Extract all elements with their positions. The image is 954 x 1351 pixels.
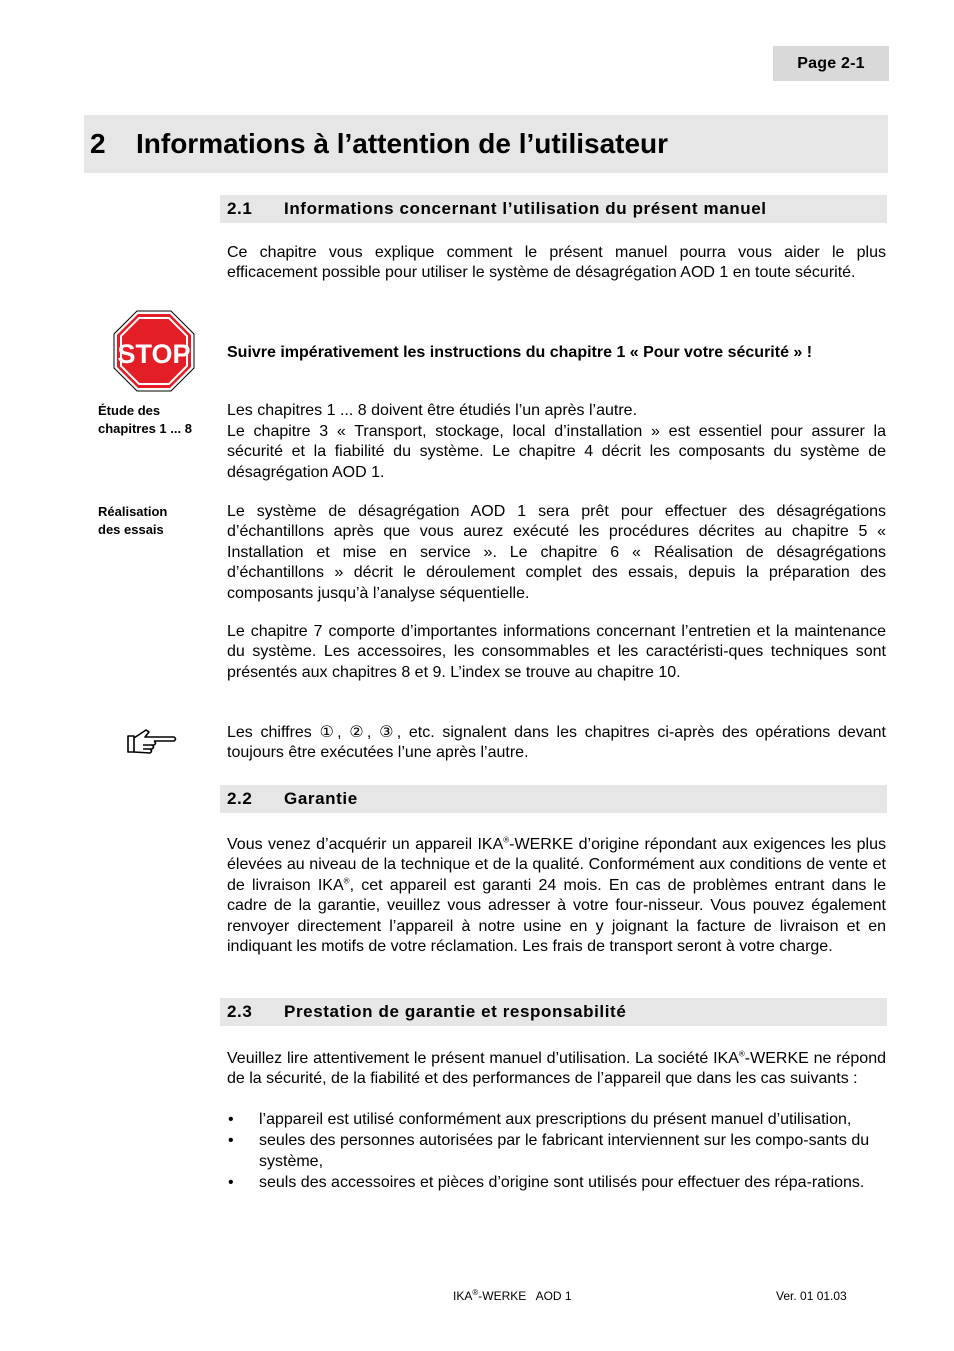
realisation-paragraph: Le système de désagrégation AOD 1 sera prêt pour effectuer des désagrégations d’échantillons après que vous aurez exécuté les procédures décrites au chapitre 5 « Installation et mise en service ». Le chapitre 6 « Réalisation de désagrégations d’échantillons » décrit le déroulement complet des essais, depuis la préparation des composants jusqu’à l’analyse séquentielle.	[227, 503, 886, 602]
footer-version: Ver. 01 01.03	[776, 1289, 847, 1303]
safety-warning: Suivre impérativement les instructions du chapitre 1 « Pour votre sécurité » !	[227, 344, 813, 361]
chapter7-paragraph: Le chapitre 7 comporte d’importantes informations concernant l’entretien et la maintenance du système. Les accessoires, les consommables et les caractéristi-ques techniques sont présentés aux chapitres 8 et 9. L’index se trouve au chapitre 10.	[227, 623, 886, 681]
section-title: Informations concernant l’utilisation du présent manuel	[284, 199, 767, 218]
chapter-heading	[84, 115, 888, 173]
chapter-title: Informations à l’attention de l’utilisateur	[136, 128, 669, 159]
responsabilite-paragraph: Veuillez lire attentivement le présent manuel d’utilisation. La société IKA®-WERKE ne répond de la sécurité, de la fiabilité et des performances de l’appareil que dans les cas suivants :	[227, 1049, 886, 1088]
footer-brand: IKA®-WERKE AOD 1	[453, 1288, 572, 1303]
section-heading-2-1	[220, 195, 887, 223]
etude-paragraph-2: Le chapitre 3 « Transport, stockage, local d’installation » est essentiel pour assurer la sécurité et la fiabilité du système. Le chapitre 4 décrit les composants du système de désagrégation AOD 1.	[227, 423, 886, 481]
pointing-hand-icon	[126, 728, 178, 756]
section-title: Garantie	[284, 789, 358, 808]
section-heading-2-2	[220, 785, 887, 813]
chiffres-paragraph: Les chiffres ①, ②, ③, etc. signalent dans les chapitres ci-après des opérations devant toujours être exécutées l’une après l’autre.	[227, 724, 886, 762]
list-item: • l’appareil est utilisé conformément aux prescriptions du présent manuel d’utilisation,	[228, 1111, 852, 1128]
list-item: • seules des personnes autorisées par le fabricant interviennent sur les compo-sants du système,	[228, 1132, 870, 1170]
section-title: Prestation de garantie et responsabilité	[284, 1002, 627, 1021]
side-label-etude: Étude des chapitres 1 ... 8	[98, 403, 192, 436]
etude-paragraph-1: Les chapitres 1 ... 8 doivent être étudiés l’un après l’autre.	[227, 402, 638, 419]
intro-paragraph: Ce chapitre vous explique comment le présent manuel pourra vous aider le plus efficacement possible pour utiliser le système de désagrégation AOD 1 en toute sécurité.	[227, 244, 886, 282]
stop-sign-icon	[113, 310, 195, 392]
page-number-badge: Page 2-1	[773, 46, 889, 81]
chapter-number: 2	[90, 128, 106, 159]
section-number: 2.2	[227, 789, 253, 808]
section-heading-2-3	[220, 998, 887, 1026]
section-number: 2.3	[227, 1002, 253, 1021]
conditions-list	[227, 1110, 877, 1195]
garantie-paragraph: Vous venez d’acquérir un appareil IKA®-WERKE d’origine répondant aux exigences les plus élevées au niveau de la technique et de la qualité. Conformément aux conditions de vente et de livraison IKA®, cet appareil est garanti 24 mois. En cas de problèmes entrant dans le cadre de la garantie, veuillez vous adresser à votre four-nisseur. Vous pouvez également renvoyer directement l’appareil à notre usine en y joignant la facture de livraison et en indiquant les motifs de votre réclamation. Les frais de transport seront à votre charge.	[227, 835, 887, 956]
section-number: 2.1	[227, 199, 253, 218]
stop-sign-label: STOP	[117, 339, 191, 369]
side-label-realisation: Réalisation des essais	[98, 504, 168, 537]
list-item: • seuls des accessoires et pièces d’origine sont utilisés pour effectuer des répa-rations.	[228, 1174, 865, 1192]
